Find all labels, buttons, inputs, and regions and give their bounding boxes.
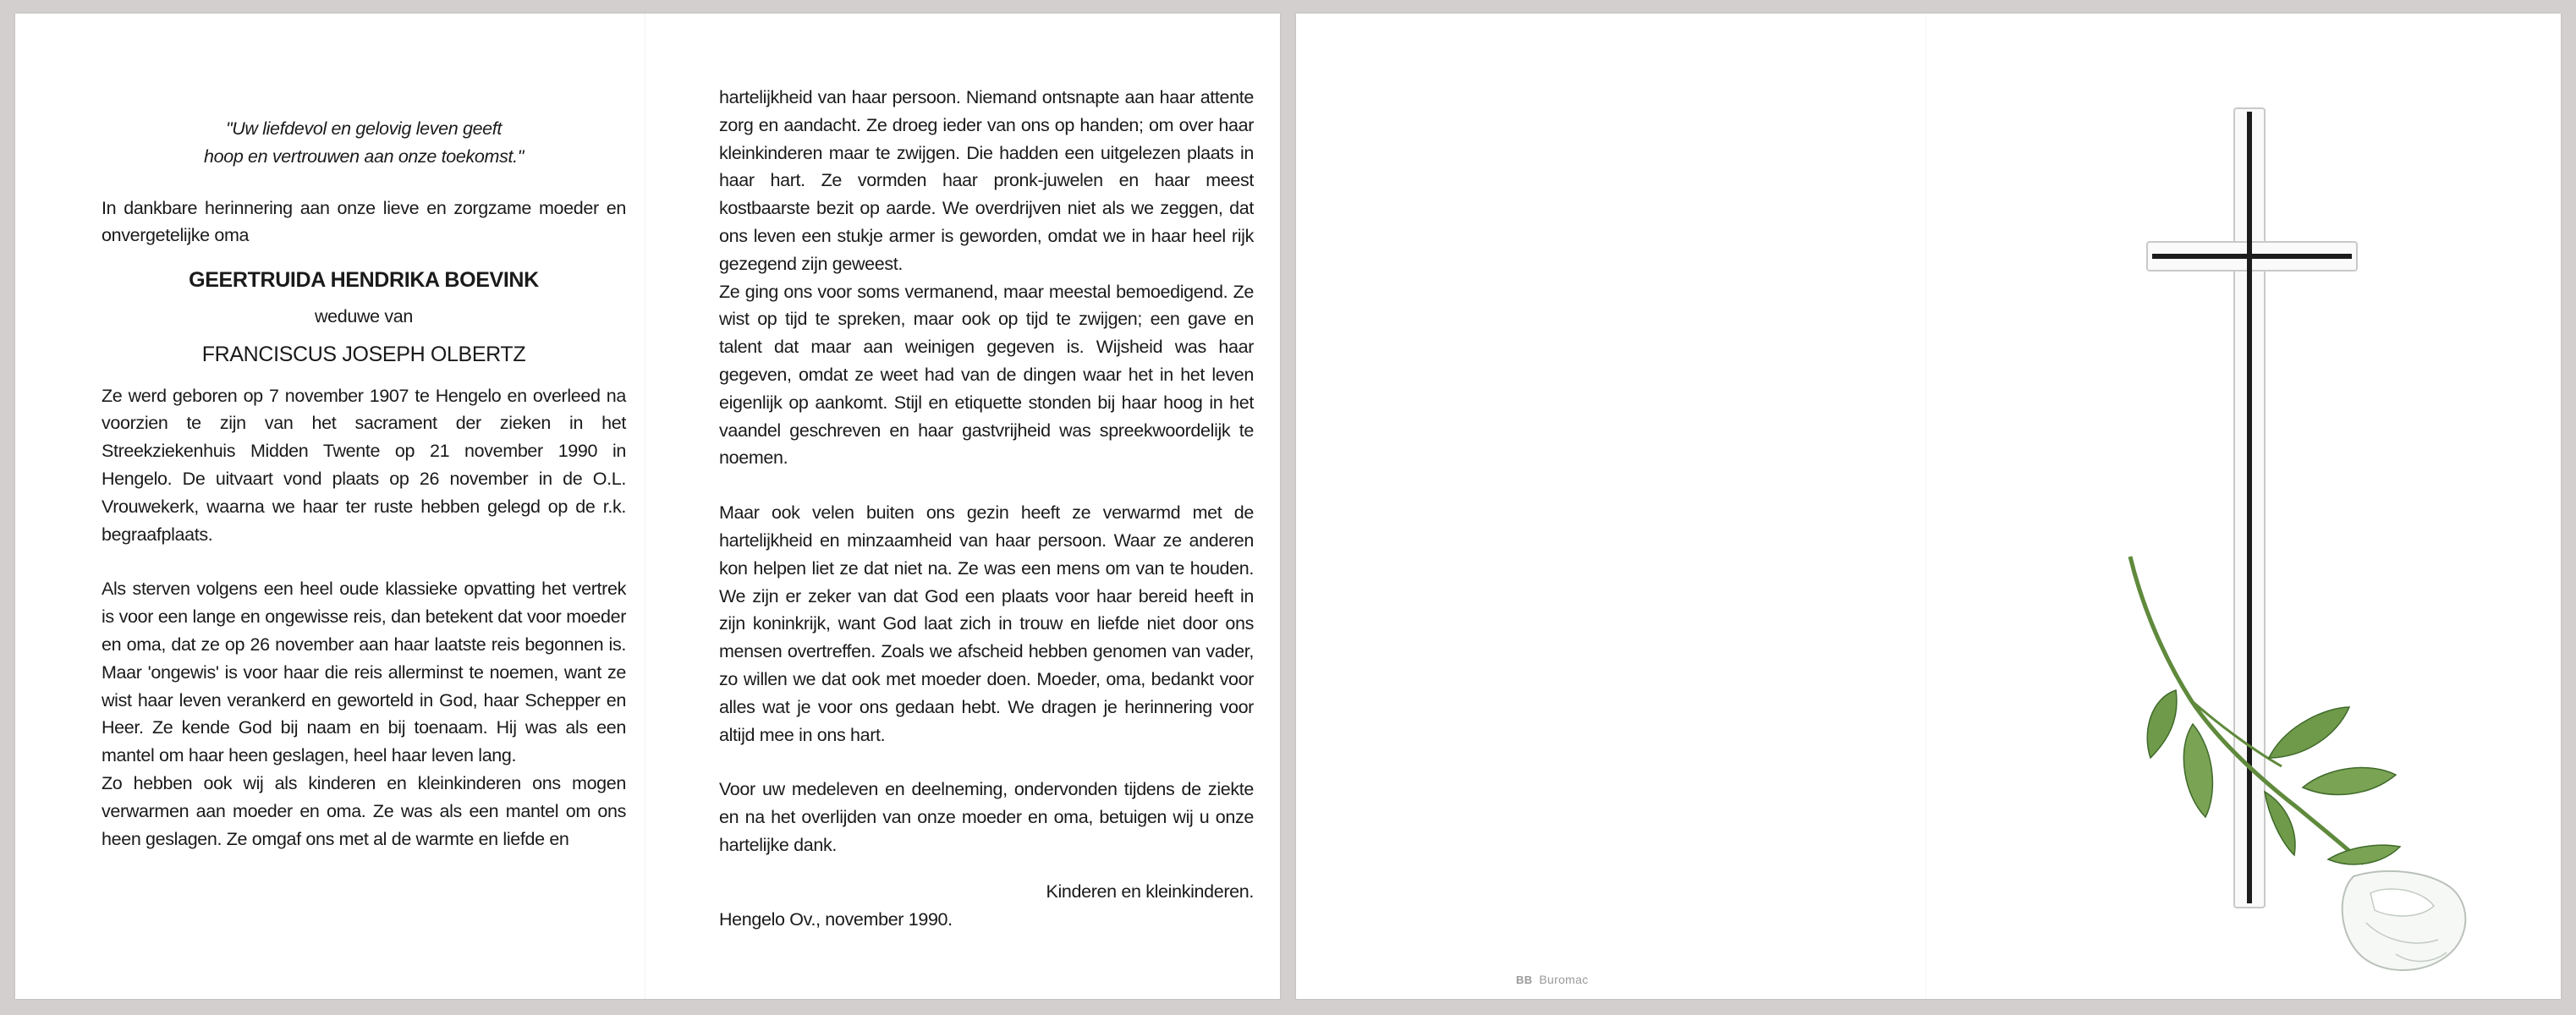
card-cover-spread — [1296, 14, 2561, 999]
paragraph-birth: Ze werd geboren op 7 november 1907 te Hengelo en overleed na voorzien te zijn van het sacrament der zieken in het Streekziekenhuis Midden Twente op 21 november 1990 in Hengelo. De uitvaart vond plaats op 26 november in de O.L. Vrouwekerk, waarna we haar ter ruste hebben gelegd op de r.k. begraafplaats. — [102, 385, 626, 545]
publisher-logo: BB — [1516, 974, 1533, 986]
paragraph-continued: hartelijkheid van haar persoon. Niemand ontsnapte aan haar attente zorg en aandacht. Ze droeg ieder van ons op handen; om over haar kleinkinderen maar te zwijgen. Die hadden een uitgelezen plaats in haar hart. Ze vormden haar pronk-juwelen en haar meest kostbaarste bezit op aarde. We overdrijven niet als we zeggen, dat ons leven een stukje armer is geworden, omdat we in haar heel rijk gezegend zijn geweest. — [719, 87, 1254, 274]
publisher-mark — [1516, 973, 1589, 986]
paragraph-wisdom: Ze ging ons voor soms vermanend, maar meestal bemoedigend. Ze wist op tijd te spreken, maar ook op tijd te zwijgen; een gave en talent dat maar aan weinigen gegeven is. Wijsheid was haar gegeven, omdat ze weet had van de dingen waar het in het leven eigenlijk op aankomt. Stijl en etiquette stonden bij haar hoog in het vaandel geschreven en haar gastvrijheid was spreekwoordelijk te noemen. — [719, 281, 1254, 469]
publisher-name: Buromac — [1539, 973, 1589, 986]
place-date: Hengelo Ov., november 1990. — [719, 908, 953, 930]
intro-text: In dankbare herinnering aan onze lieve en zorgzame moeder en onvergetelijke oma — [102, 197, 626, 246]
cross-with-rose-illustration — [1296, 14, 2561, 999]
paragraph-others: Maar ook velen buiten ons gezin heeft ze verwarmd met de hartelijkheid en minzaamheid van haar persoon. Waar ze anderen kon helpen liet ze dat niet na. Ze was een mens om van te houden. We zijn er zeker van dat God een plaats voor haar bereid heeft in zijn koninkrijk, want God laat zich in trouw en liefde niet door ons mensen overtreffen. Zoals we afscheid hebben genomen van vader, zo willen we dat ook met moeder doen. Moeder, oma, bedankt voor alles wat je voor ons gedaan hebt. We dragen je herinnering voor altijd mee in ons hart. — [719, 502, 1254, 745]
card-inside-spread — [15, 14, 1280, 999]
paragraph-journey: Als sterven volgens een heel oude klassieke opvatting het vertrek is voor een lange en ongewisse reis, dan betekent dat voor moeder en oma, dat ze op 26 november aan haar laatste reis begonnen is. Maar 'ongewis' is voor haar die reis allerminst te noemen, want ze wist haar leven verankerd en geworteld in God, haar Schepper en Heer. Ze kende God bij naam en bij toenaam. Hij was als een mantel om haar heen geslagen, heel haar leven lang. — [102, 579, 626, 766]
signature: Kinderen en kleinkinderen. — [1046, 881, 1254, 902]
memorial-quote — [102, 115, 626, 171]
right-page — [719, 84, 1254, 933]
quote-line-1: "Uw liefdevol en gelovig leven geeft — [225, 118, 503, 139]
paragraph-thanks: Voor uw medeleven en deelneming, ondervonden tijdens de ziekte en na het overlijden van onze moeder en oma, betuigen wij u onze hartelijke dank. — [719, 779, 1254, 855]
deceased-name: GEERTRUIDA HENDRIKA BOEVINK — [189, 268, 539, 293]
paragraph-mantle: Zo hebben ook wij als kinderen en kleinkinderen ons mogen verwarmen aan moeder en oma. Ze was als een mantel om ons heen geslagen. Ze omgaf ons met al de warmte en liefde en — [102, 772, 626, 849]
rose-icon — [2130, 557, 2465, 970]
left-page — [102, 73, 626, 853]
spouse-name: FRANCISCUS JOSEPH OLBERTZ — [201, 342, 526, 366]
quote-line-2: hoop en vertrouwen aan onze toekomst." — [204, 145, 524, 167]
widow-of-label: weduwe van — [314, 305, 414, 326]
